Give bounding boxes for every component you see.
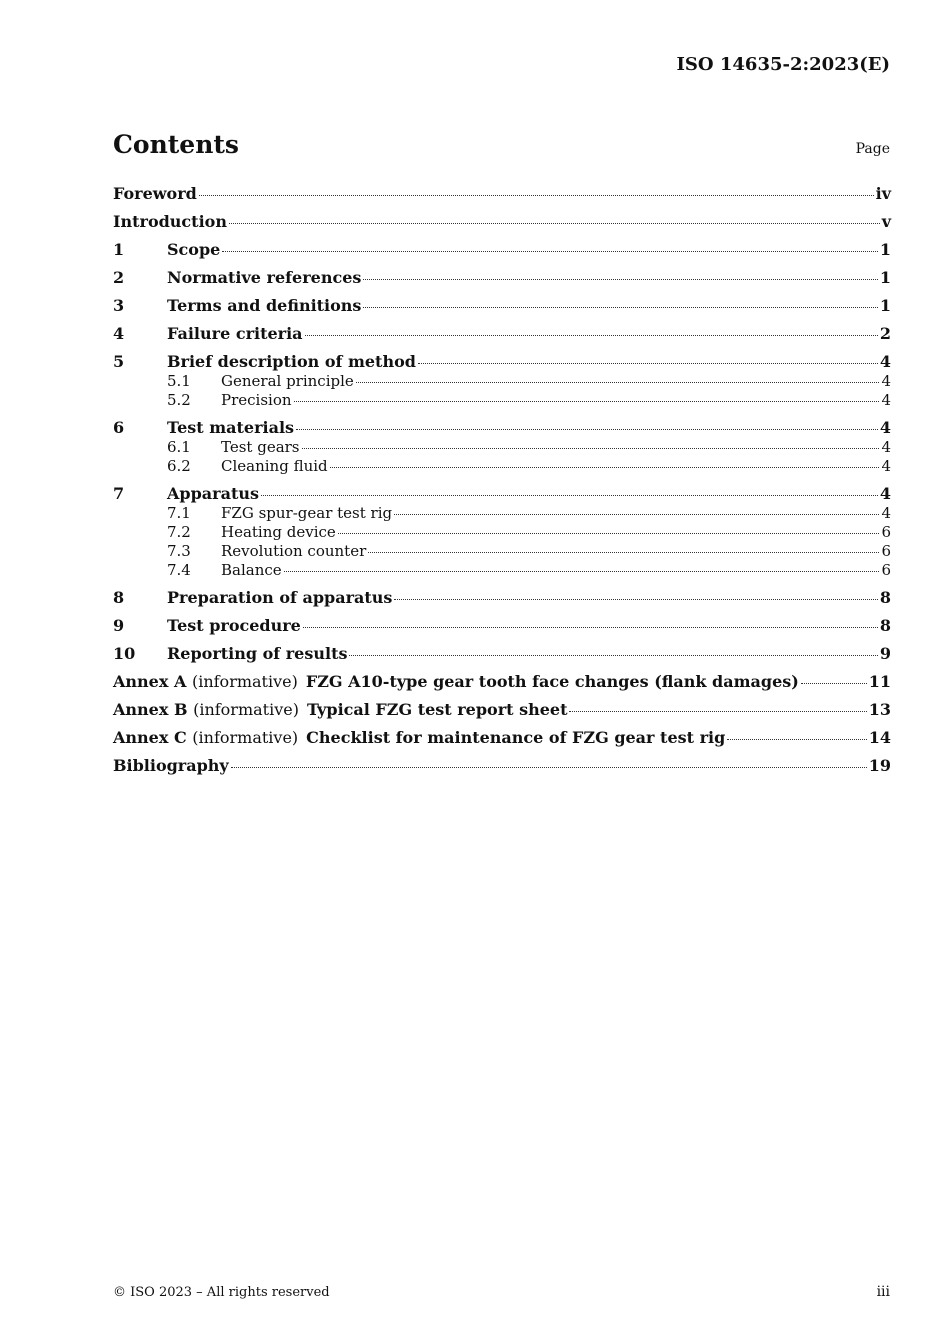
annex-id: Annex C xyxy=(113,728,187,747)
toc-entry-number: 2 xyxy=(113,268,125,287)
dot-leader xyxy=(294,401,880,402)
table-of-contents xyxy=(113,184,891,776)
annex-title: Typical FZG test report sheet xyxy=(306,700,568,719)
toc-entry-page: iv xyxy=(875,184,891,203)
toc-entry-title: Failure criteria xyxy=(167,324,303,343)
page-column-label: Page xyxy=(855,141,890,157)
toc-entry[interactable] xyxy=(113,588,891,608)
dot-leader xyxy=(199,195,874,196)
toc-entry[interactable] xyxy=(113,616,891,636)
dot-leader xyxy=(368,552,879,553)
toc-annex-entry[interactable] xyxy=(113,728,891,748)
toc-entry-page: 4 xyxy=(881,372,891,390)
toc-entry-page: 2 xyxy=(879,324,891,343)
toc-entry[interactable] xyxy=(113,324,891,344)
dot-leader xyxy=(349,655,877,656)
toc-entry-number: 3 xyxy=(113,296,125,315)
toc-entry-number: 10 xyxy=(113,644,136,663)
dot-leader xyxy=(303,627,878,628)
toc-entry-page: 19 xyxy=(868,756,891,775)
page-number: iii xyxy=(876,1284,890,1300)
toc-entry-number: 1 xyxy=(113,240,125,259)
toc-entry-number: 9 xyxy=(113,616,125,635)
toc-entry-number: 8 xyxy=(113,588,125,607)
dot-leader xyxy=(569,711,866,712)
toc-entry-page: 14 xyxy=(868,728,891,747)
toc-entry-title: Balance xyxy=(221,561,282,579)
toc-entry-page: 4 xyxy=(879,418,891,437)
toc-entry-number: 7.4 xyxy=(167,561,191,579)
dot-leader xyxy=(801,683,867,684)
annex-type: (informative) xyxy=(192,728,299,747)
toc-entry[interactable] xyxy=(113,484,891,504)
toc-subentry[interactable] xyxy=(113,542,891,561)
toc-entry-title: Revolution counter xyxy=(221,542,367,560)
toc-entry-page: 8 xyxy=(879,616,891,635)
toc-subentry[interactable] xyxy=(113,523,891,542)
toc-subentry[interactable] xyxy=(113,372,891,391)
toc-entry[interactable] xyxy=(113,212,891,232)
dot-leader xyxy=(284,571,880,572)
dot-leader xyxy=(394,599,877,600)
toc-entry-number: 5.1 xyxy=(167,372,191,390)
toc-entry-title: Scope xyxy=(167,240,221,259)
toc-entry-number: 5 xyxy=(113,352,125,371)
toc-entry-number: 4 xyxy=(113,324,125,343)
annex-id: Annex B xyxy=(113,700,188,719)
toc-entry-number: 7.1 xyxy=(167,504,191,522)
toc-entry-title: Precision xyxy=(221,391,292,409)
toc-entry-number: 6.1 xyxy=(167,438,191,456)
toc-entry-title: Heating device xyxy=(221,523,336,541)
annex-type: (informative) xyxy=(191,672,298,691)
document-id: ISO 14635-2:2023(E) xyxy=(676,54,890,75)
toc-entry-title: Introduction xyxy=(113,212,227,231)
toc-entry[interactable] xyxy=(113,184,891,204)
toc-entry-title: Test procedure xyxy=(167,616,301,635)
dot-leader xyxy=(363,279,877,280)
toc-entry-number: 7 xyxy=(113,484,125,503)
toc-entry-page: 6 xyxy=(881,542,891,560)
toc-entry-number: 7.3 xyxy=(167,542,191,560)
dot-leader xyxy=(727,739,866,740)
dot-leader xyxy=(305,335,878,336)
toc-entry-title: Foreword xyxy=(113,184,197,203)
toc-entry-page: 1 xyxy=(879,240,891,259)
toc-entry-number: 6 xyxy=(113,418,125,437)
toc-entry-page: 13 xyxy=(868,700,891,719)
toc-entry-title: Cleaning fluid xyxy=(221,457,328,475)
toc-entry[interactable] xyxy=(113,296,891,316)
toc-subentry[interactable] xyxy=(113,391,891,410)
annex-label xyxy=(113,672,799,692)
toc-entry-number: 7.2 xyxy=(167,523,191,541)
dot-leader xyxy=(394,514,879,515)
copyright-notice: © ISO 2023 – All rights reserved xyxy=(113,1285,330,1300)
toc-entry-page: 4 xyxy=(881,504,891,522)
toc-entry-page: 4 xyxy=(881,438,891,456)
toc-entry-title: Bibliography xyxy=(113,756,229,775)
toc-entry-number: 5.2 xyxy=(167,391,191,409)
toc-bibliography-entry[interactable] xyxy=(113,756,891,776)
dot-leader xyxy=(296,429,878,430)
toc-entry-title: Test materials xyxy=(167,418,295,437)
annex-label xyxy=(113,700,567,720)
toc-entry-title: Brief description of method xyxy=(167,352,416,371)
toc-entry-page: 1 xyxy=(879,296,891,315)
toc-entry[interactable] xyxy=(113,240,891,260)
annex-title: Checklist for maintenance of FZG gear test rig xyxy=(306,728,726,747)
toc-entry-page: 8 xyxy=(879,588,891,607)
toc-entry-number: 6.2 xyxy=(167,457,191,475)
toc-entry-page: 4 xyxy=(879,484,891,503)
dot-leader xyxy=(302,448,880,449)
dot-leader xyxy=(356,382,880,383)
toc-entry[interactable] xyxy=(113,352,891,372)
toc-entry-title: Normative references xyxy=(167,268,362,287)
toc-entry[interactable] xyxy=(113,418,891,438)
toc-entry-page: 9 xyxy=(879,644,891,663)
page-title: Contents xyxy=(113,130,240,159)
toc-entry-title: Apparatus xyxy=(167,484,259,503)
toc-entry[interactable] xyxy=(113,268,891,288)
dot-leader xyxy=(261,495,878,496)
toc-entry-page: v xyxy=(881,212,891,231)
toc-entry-title: Preparation of apparatus xyxy=(167,588,393,607)
toc-subentry[interactable] xyxy=(113,561,891,580)
toc-entry-page: 6 xyxy=(881,523,891,541)
toc-entry-title: Test gears xyxy=(221,438,300,456)
annex-label xyxy=(113,728,725,748)
annex-title: FZG A10-type gear tooth face changes (flank damages) xyxy=(305,672,799,691)
toc-entry[interactable] xyxy=(113,644,891,664)
dot-leader xyxy=(330,467,880,468)
toc-entry-title: General principle xyxy=(221,372,354,390)
toc-entry-page: 11 xyxy=(868,672,891,691)
dot-leader xyxy=(229,223,880,224)
toc-entry-page: 1 xyxy=(879,268,891,287)
toc-entry-title: FZG spur-gear test rig xyxy=(221,504,393,522)
dot-leader xyxy=(418,363,878,364)
dot-leader xyxy=(231,767,867,768)
toc-entry-title: Terms and definitions xyxy=(167,296,362,315)
toc-annex-entry[interactable] xyxy=(113,700,891,720)
toc-entry-page: 6 xyxy=(881,561,891,579)
toc-annex-entry[interactable] xyxy=(113,672,891,692)
dot-leader xyxy=(363,307,877,308)
toc-subentry[interactable] xyxy=(113,457,891,476)
dot-leader xyxy=(338,533,880,534)
toc-entry-page: 4 xyxy=(881,457,891,475)
toc-entry-page: 4 xyxy=(879,352,891,371)
toc-subentry[interactable] xyxy=(113,504,891,523)
annex-id: Annex A xyxy=(113,672,187,691)
toc-entry-page: 4 xyxy=(881,391,891,409)
toc-subentry[interactable] xyxy=(113,438,891,457)
toc-entry-title: Reporting of results xyxy=(167,644,348,663)
dot-leader xyxy=(222,251,878,252)
annex-type: (informative) xyxy=(193,700,299,719)
